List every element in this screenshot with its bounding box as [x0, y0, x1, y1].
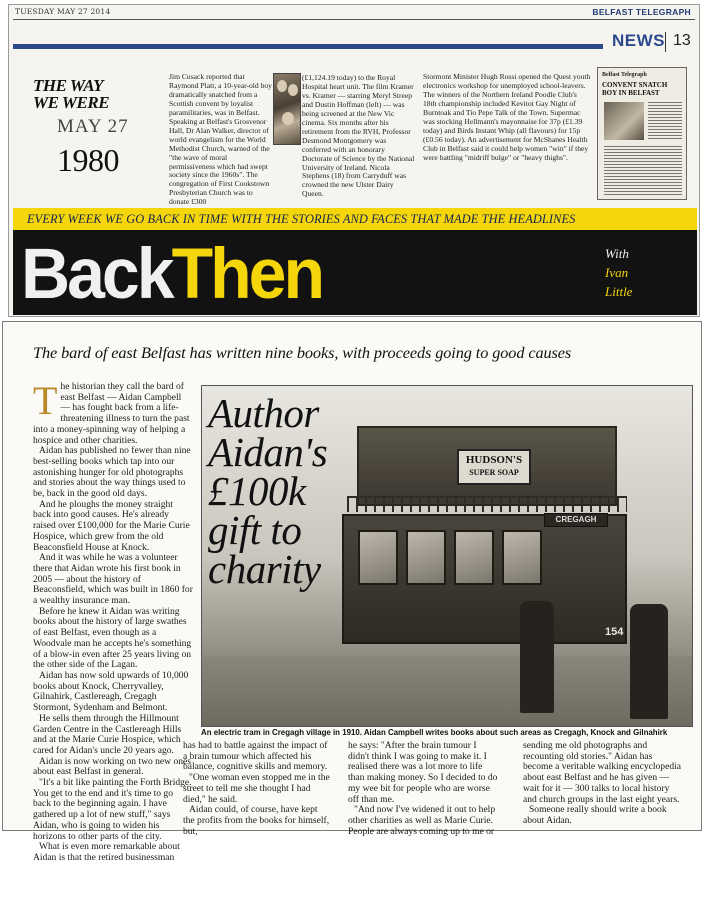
byline-last-name: Little: [605, 284, 633, 299]
byline-first-name: Ivan: [605, 265, 629, 280]
feature-date: MAY 27: [57, 116, 129, 137]
tram-window: [406, 530, 446, 585]
article-body-left: [33, 378, 193, 864]
film-photo: [273, 73, 301, 145]
tram-number: 154: [605, 626, 624, 638]
feature-title: THE WAY WE WERE: [33, 76, 110, 112]
drop-cap: T: [33, 378, 58, 423]
brand-back: Back: [21, 234, 172, 314]
thumb-text-lines: [604, 146, 682, 196]
paragraph: "One woman even stopped me in the street to tell me she thought I had died," he said.: [183, 772, 330, 805]
sign-line-1: HUDSON'S: [465, 454, 523, 466]
brand-wordmark: [21, 232, 322, 316]
byline-with: With: [605, 246, 629, 261]
tram-deck-rail: [347, 496, 627, 512]
feature-column-2: (£1,124.19 today) to the Royal Hospital heart unit. The film Kramer vs. Kramer — starring Meryl Streep and Dustin Hoffman (left) — was being screened at the New Vic cinema. Six months after his retirement from the RVH, Professor Desmond Montgomery was conferred with an honorary Doctorate of Science by the National University of Ireland. Nicola Stephens (18) from Carryduff was crowned the new Ulster Dairy Queen.: [302, 73, 415, 199]
headline-line: Author: [208, 390, 319, 436]
article-column-2: [348, 741, 498, 837]
series-tagline: EVERY WEEK WE GO BACK IN TIME WITH THE STORIES AND FACES THAT MADE THE HEADLINES: [13, 208, 697, 230]
thumb-photo: [604, 102, 644, 140]
paragraph: he says: "After the brain tumour I didn't think I was going to make it. I realised there was a lot more to life than making money. So I decided to do my wee bit for people who are worse off than me.: [348, 740, 498, 805]
paragraph: Before he knew it Aidan was writing books about the history of large swathes of east Belfast, even though as a Woodvale man he accepts he's something of a blow-in even after 25 years living on the other side of the Lagan.: [33, 605, 192, 671]
paragraph: And it was while he was a volunteer there that Aidan wrote his first book in 2005 — about the history of Beaconsfield, which was built in 1860 for a wealthy insurance man.: [33, 552, 193, 607]
paragraph: Aidan is now working on two new ones about east Belfast in general.: [33, 755, 191, 778]
paragraph: Aidan could, of course, have kept the profits from the books for himself, but,: [183, 804, 330, 837]
masthead: BELFAST TELEGRAPH: [592, 7, 691, 17]
paragraph: "And now I've widened it out to help other charities as well as Marie Curie. People are always coming up to me or: [348, 804, 496, 837]
issue-date: TUESDAY MAY 27 2014: [15, 7, 111, 16]
tram-photo: [201, 385, 693, 727]
article-headline: [208, 390, 356, 592]
tram-driver: [630, 604, 668, 719]
tram-lower-deck: [342, 514, 627, 644]
section-label: NEWS: [612, 31, 665, 50]
brand-bar: [13, 230, 697, 315]
thumb-text-lines: [648, 102, 682, 140]
tram-window: [358, 530, 398, 585]
feature-column-1: Jim Cusack reported that Raymond Platt, a 10-year-old boy dramatically snatched from a Scottish convent by loyalist paramilitaries, was in Belfast. Speaking at Belfast's Grosvenor Hall, Dr Alan Walker, director of world evangelism for the World Methodist Church, warned of the "the wave of moral permissiveness which had swept society since the 1960s". The congregation of First Cookstown Presbyterian Church was to donate £300: [169, 72, 272, 207]
article-clipping: [2, 321, 702, 863]
paragraph: He sells them through the Hillmount Garden Centre in the Castlereagh Hills and at the Marie Curie Hospice, which cared for Aidan's uncle 20 years ago.: [33, 712, 182, 756]
paragraph-text: he historian they call the bard of east Belfast — Aidan Campbell — has fought back from a life-threatening illness to turn the past into a money-spinning way of helping a hospice and other charities.: [33, 381, 190, 446]
article-subtitle: The bard of east Belfast has written nine books, with proceeds going to good causes: [33, 343, 572, 362]
article-column-1: [183, 741, 331, 837]
paragraph: Aidan has now sold upwards of 10,000 books about Knock, Cherryvalley, Gilnahirk, Castlereagh, Cregagh Stormont, Sydenham and Belmont.: [33, 669, 189, 714]
headline-line: gift to: [208, 507, 302, 553]
thumb-masthead: Belfast Telegraph: [602, 72, 647, 78]
headline-line: Aidan's: [208, 429, 328, 475]
headline-line: £100k: [208, 468, 306, 514]
section-bar: [13, 44, 603, 49]
photo-caption: An electric tram in Cregagh village in 1910. Aidan Campbell writes books about such areas as Cregagh, Knock and Gilnahirk: [201, 728, 668, 737]
tram-destination-sign: CREGAGH: [544, 513, 608, 527]
thumb-headline: CONVENT SNATCH BOY IN BELFAST: [602, 81, 668, 97]
paragraph: [33, 378, 193, 446]
archive-front-page: [597, 67, 687, 200]
back-then-header-clipping: [8, 4, 700, 317]
tram-conductor: [520, 601, 554, 713]
paragraph: Someone really should write a book about Aidan.: [523, 804, 667, 826]
tram-window: [502, 530, 542, 585]
brand-then: Then: [171, 234, 322, 314]
section-divider: [665, 32, 666, 52]
paragraph: And he ploughs the money straight back into good causes. He's already raised over £100,000 for the Marie Curie Hospice, which grew from the old Beaconsfield House at Knock.: [33, 498, 190, 553]
page-number: 13: [673, 32, 691, 49]
photo-face: [288, 84, 298, 96]
headline-line: charity: [208, 546, 321, 592]
sign-line-2: SUPER SOAP: [469, 468, 519, 477]
tram-window: [454, 530, 494, 585]
paragraph: "It's a bit like painting the Forth Bridge. You get to the end and it's time to go back to the beginning again. I have gathered up a lot of new stuff," says Aidan, who is going to widen his horizons to other parts of the city.: [33, 777, 192, 842]
tram-advert-sign: [457, 449, 531, 485]
photo-ground: [202, 656, 692, 726]
paragraph: What is even more remarkable about Aidan is that the retired businessman: [33, 841, 180, 863]
paragraph: sending me old photographs and recounting old stories." Aidan has become a veritable walking encyclopedia about east Belfast and he has given — wait for it — 300 talks to local history and church groups in the last eight years.: [523, 740, 681, 805]
header-rule: [13, 19, 695, 20]
photo-face: [277, 80, 287, 92]
paragraph: has had to battle against the impact of a brain tumour which affected his balance, cognitive skills and memory.: [183, 740, 328, 773]
article-column-3: [523, 741, 683, 827]
photo-face: [282, 112, 294, 125]
paragraph: Aidan has published no fewer than nine best-selling books which tap into our astonishing hunger for old photographs and stories about the way things used to be, back in the good old days.: [33, 445, 191, 500]
feature-year: 1980: [57, 142, 119, 178]
feature-column-3: Stormont Minister Hugh Rossi opened the Quest youth electronics workshop for unemployed school-leavers. The winners of the Northern Ireland Poodle Club's 18th championship included Kevitot Gay Night of Burntoak and Tio Pepe Talk of the Town. Supermac was stocking Hellmann's mayonnaise for 37p (£1.39 today) and Birds Instant Whip (all flavours) for 15p (£0.56 today). An advertisement for McShanes Health Club in Belfast said it could help women "win" if they were battling "midriff bulge" or "heavy thighs".: [423, 72, 591, 162]
